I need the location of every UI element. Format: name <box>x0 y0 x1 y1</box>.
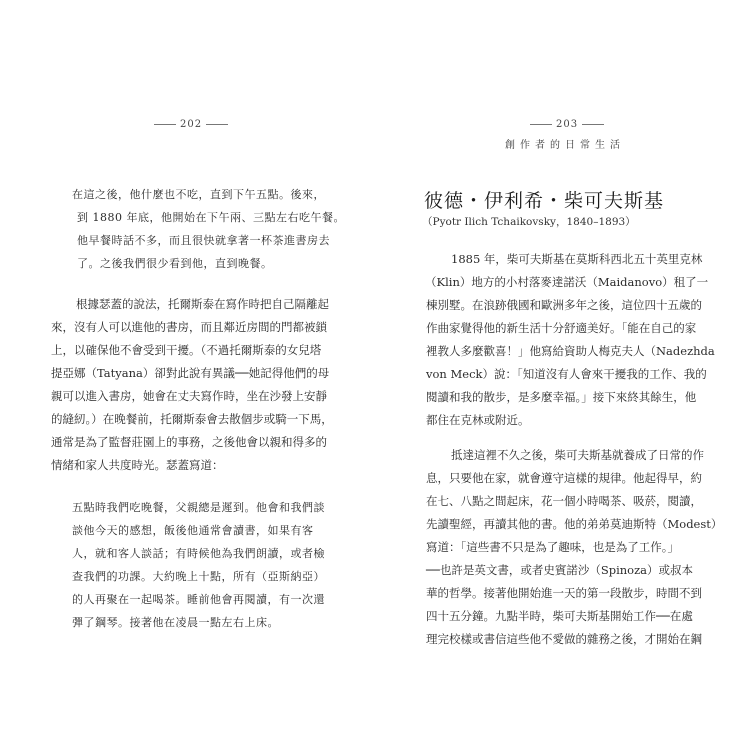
quote-line: 他早餐時話不多，而且很快就拿著一杯茶進書房去 <box>77 234 330 247</box>
body-line: 抵達這裡不久之後，柴可夫斯基就養成了日常的作 <box>451 448 704 462</box>
body-line: 裡教人多麼歡喜！」他寫給資助人梅克夫人（Nadezhda <box>426 344 715 358</box>
body-line: 華的哲學。接著他開始進一天的第一段散步，時間不到 <box>426 586 702 600</box>
body-line: 1885 年，柴可夫斯基在莫斯科西北五十英里克林 <box>451 252 703 266</box>
body-line: 寫道：「這些書不只是為了趣味，也是為了工作。」 <box>426 540 679 554</box>
quote-line: 彈了鋼琴。接著他在凌晨一點左右上床。 <box>72 616 279 629</box>
quote-line: 了。之後我們很少看到他，直到晚餐。 <box>77 257 273 270</box>
body-line: 上，以確保他不會受到干擾。（不過托爾斯泰的女兒塔 <box>51 343 322 357</box>
quote-line: 人，就和客人談話；有時候他為我們朗讀，或者檢 <box>72 547 325 560</box>
body-line: （Klin）地方的小村落麥達諾沃（Maidanovo）租了一 <box>425 275 709 289</box>
body-line: 都住在克林或附近。 <box>426 413 530 427</box>
chapter-subtitle: （Pyotr Ilich Tchaikovsky，1840–1893） <box>422 216 636 228</box>
right-page <box>375 0 750 750</box>
quote-line: 到 1880 年底，他開始在下午兩、三點左右吃午餐。 <box>77 211 345 224</box>
body-line: 情緒和家人共度時光。瑟蓋寫道： <box>51 458 224 472</box>
quote-line: 查我們的功課。大約晚上十點，所有（亞斯納亞） <box>72 570 325 583</box>
page-number-rule <box>530 124 552 125</box>
body-line: von Meck）說：「知道沒有人會來干擾我的工作、我的 <box>426 367 707 381</box>
right-page-number-text: 203 <box>556 119 579 130</box>
right-page-number <box>526 119 608 130</box>
quote-line: 在這之後，他什麼也不吃，直到下午五點。後來， <box>72 188 325 201</box>
chapter-title: 彼德・伊利希・柴可夫斯基 <box>424 190 665 212</box>
body-line: 先讀聖經，再讀其他的書。他的弟弟莫迪斯特（Modest） <box>426 517 723 531</box>
body-line: 息，只要他在家，就會遵守這樣的規律。他起得早，約 <box>426 471 702 485</box>
body-line: 根據瑟蓋的說法，托爾斯泰在寫作時把自己隔離起 <box>76 297 329 311</box>
page-number-rule <box>206 124 228 125</box>
body-line: 提亞娜（Tatyana）卻對此說有異議──她記得他們的母 <box>51 366 330 380</box>
quote-line: 的人再聚在一起喝茶。睡前他會再閱讀，有一次還 <box>72 593 325 606</box>
page-number-rule <box>582 124 604 125</box>
body-line: 作曲家覺得他的新生活十分舒適美好。「能在自己的家 <box>426 321 697 335</box>
quote-line: 五點時我們吃晚餐，父親總是遲到。他會和我們談 <box>72 501 325 514</box>
body-line: 親可以進入書房，她會在丈夫寫作時，坐在沙發上安靜 <box>51 389 327 403</box>
body-line: 棟別墅。在浪跡俄國和歐洲多年之後，這位四十五歲的 <box>426 298 702 312</box>
body-line: 理完校樣或書信這些他不愛做的雜務之後，才開始在鋼 <box>426 632 702 646</box>
quote-line: 談他今天的感想，飯後他通常會讀書，如果有客 <box>72 524 314 537</box>
body-line: 通常是為了監督莊園上的事務，之後他會以親和得多的 <box>51 435 327 449</box>
running-head: 創作者的日常生活 <box>505 140 625 151</box>
left-page-number <box>150 119 232 130</box>
body-line: 的縫紉。）在晚餐前，托爾斯泰會去散個步或騎一下馬， <box>51 412 333 426</box>
left-page-number-text: 202 <box>180 119 203 130</box>
body-line: 來，沒有人可以進他的書房，而且鄰近房間的門都被鎖 <box>51 320 327 334</box>
body-line: 四十五分鐘。九點半時，柴可夫斯基開始工作──在處 <box>426 609 693 623</box>
body-line: ──也許是英文書，或者史賓諾沙（Spinoza）或叔本 <box>426 563 694 577</box>
page-number-rule <box>154 124 176 125</box>
body-line: 在七、八點之間起床，花一個小時喝茶、吸菸，閱讀， <box>426 494 702 508</box>
body-line: 閱讀和我的散步，是多麼幸福。」接下來終其餘生，他 <box>426 390 697 404</box>
